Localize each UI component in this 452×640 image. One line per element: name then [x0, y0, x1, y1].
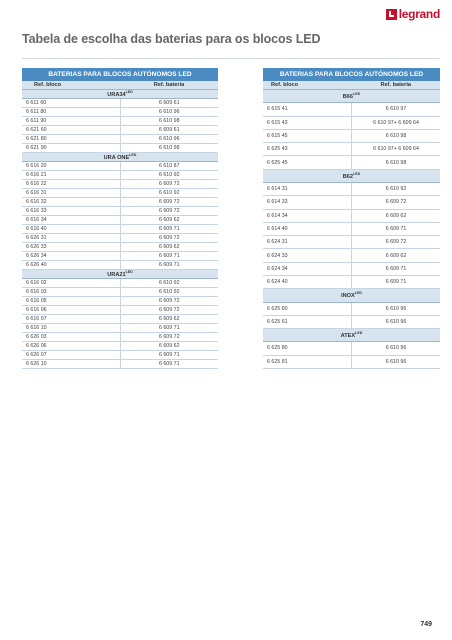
table-row — [22, 135, 218, 144]
group-header — [22, 270, 218, 279]
table-row — [263, 355, 440, 368]
group-note: LED — [125, 90, 133, 95]
block-ref-cell: 6 625 45 — [263, 156, 352, 169]
table-row — [22, 315, 218, 324]
battery-ref-cell: 6 609 71 — [352, 262, 441, 275]
battery-ref-cell: 6 609 72 — [120, 198, 218, 207]
table-row — [263, 129, 440, 142]
table-row — [22, 171, 218, 180]
block-ref-cell: 6 616 02 — [22, 279, 120, 288]
table-row — [263, 315, 440, 328]
table-row — [22, 279, 218, 288]
table-row — [22, 234, 218, 243]
battery-ref-cell: 6 609 62 — [120, 243, 218, 252]
battery-ref-cell: 6 609 71 — [352, 222, 441, 235]
block-ref-cell: 6 625 60 — [263, 302, 352, 315]
page-title: Tabela de escolha das baterias para os blocos LED — [22, 32, 321, 46]
group-name: B66 — [342, 94, 354, 101]
table-row — [263, 342, 440, 355]
block-ref-cell: 6 625 81 — [263, 355, 352, 368]
battery-ref-cell: 6 610 92 — [120, 189, 218, 198]
table-row — [263, 275, 440, 288]
block-ref-cell: 6 616 21 — [22, 171, 120, 180]
group-note: LED — [354, 291, 362, 296]
battery-ref-cell: 6 610 96 — [120, 135, 218, 144]
battery-ref-cell: 6 610 98 — [352, 156, 441, 169]
table-body — [263, 90, 440, 369]
table-row — [22, 324, 218, 333]
table-row — [263, 196, 440, 209]
block-ref-cell: 6 614 31 — [263, 182, 352, 195]
block-ref-cell: 6 626 10 — [22, 360, 120, 369]
block-ref-cell: 6 616 31 — [22, 189, 120, 198]
block-ref-cell: 6 611 60 — [22, 99, 120, 108]
table-row — [22, 225, 218, 234]
battery-ref-cell: 6 609 71 — [120, 324, 218, 333]
block-ref-cell: 6 615 45 — [263, 129, 352, 142]
battery-ref-cell: 6 609 62 — [352, 249, 441, 262]
battery-ref-cell: 6 609 72 — [352, 236, 441, 249]
group-name: URA34 — [107, 91, 126, 98]
battery-ref-cell: 6 609 71 — [120, 351, 218, 360]
battery-ref-cell: 6 610 96 — [352, 355, 441, 368]
table-title: BATERIAS PARA BLOCOS AUTÓNOMOS LED — [22, 68, 218, 81]
battery-ref-cell: 6 609 72 — [120, 180, 218, 189]
legrand-logo — [386, 7, 440, 21]
block-ref-cell: 6 624 33 — [263, 249, 352, 262]
battery-ref-cell: 6 610 96 — [352, 302, 441, 315]
table-body — [22, 90, 218, 369]
column-header-block-ref: Ref. bloco — [22, 81, 120, 90]
table-row — [263, 156, 440, 169]
table-row — [22, 117, 218, 126]
block-ref-cell: 6 625 80 — [263, 342, 352, 355]
page-number: 749 — [420, 621, 432, 628]
tables-container — [22, 68, 440, 369]
group-name: URA21 — [107, 271, 126, 278]
group-note: LED — [355, 331, 363, 336]
battery-ref-cell: 6 609 71 — [120, 225, 218, 234]
battery-ref-cell: 6 609 71 — [120, 261, 218, 270]
battery-ref-cell: 6 610 92 — [120, 288, 218, 297]
battery-ref-cell: 6 609 71 — [120, 252, 218, 261]
group-header — [263, 169, 440, 182]
legrand-mark-icon — [386, 9, 397, 20]
group-name: ATEX — [340, 333, 356, 340]
block-ref-cell: 6 616 40 — [22, 225, 120, 234]
battery-table-right — [263, 68, 440, 369]
block-ref-cell: 6 625 43 — [263, 143, 352, 156]
block-ref-cell: 6 626 06 — [22, 342, 120, 351]
block-ref-cell: 6 621 60 — [22, 126, 120, 135]
block-ref-cell: 6 611 80 — [22, 108, 120, 117]
group-name: B62 — [342, 173, 354, 180]
block-ref-cell: 6 616 32 — [22, 198, 120, 207]
block-ref-cell: 6 624 40 — [263, 275, 352, 288]
table-row — [22, 180, 218, 189]
column-header-battery-ref: Ref. bateria — [352, 81, 441, 90]
battery-ref-cell: 6 610 97+ 6 609 64 — [352, 116, 441, 129]
block-ref-cell: 6 616 20 — [22, 162, 120, 171]
battery-ref-cell: 6 610 97+ 6 609 64 — [352, 143, 441, 156]
block-ref-cell: 6 616 34 — [22, 216, 120, 225]
group-note: LED — [129, 153, 137, 158]
table-row — [22, 144, 218, 153]
block-ref-cell: 6 615 43 — [263, 116, 352, 129]
battery-ref-cell: 6 609 72 — [120, 207, 218, 216]
table-row — [263, 222, 440, 235]
battery-ref-cell: 6 610 92 — [120, 279, 218, 288]
battery-ref-cell: 6 609 72 — [120, 306, 218, 315]
battery-ref-cell: 6 609 72 — [120, 297, 218, 306]
battery-ref-cell: 6 610 98 — [120, 117, 218, 126]
table-row — [22, 252, 218, 261]
table-row — [22, 189, 218, 198]
battery-ref-cell: 6 609 62 — [120, 315, 218, 324]
battery-ref-cell: 6 610 92 — [352, 182, 441, 195]
brand-name: legrand — [398, 7, 440, 21]
group-note: LED — [125, 270, 133, 275]
table-row — [22, 342, 218, 351]
block-ref-cell: 6 626 07 — [22, 351, 120, 360]
table-row — [22, 198, 218, 207]
battery-ref-cell: 6 609 61 — [120, 126, 218, 135]
table-row — [22, 351, 218, 360]
table-row — [22, 333, 218, 342]
table-title: BATERIAS PARA BLOCOS AUTÓNOMOS LED — [263, 68, 440, 81]
battery-ref-cell: 6 609 72 — [120, 333, 218, 342]
table-row — [22, 288, 218, 297]
block-ref-cell: 6 616 07 — [22, 315, 120, 324]
title-divider — [22, 58, 440, 59]
group-header — [22, 153, 218, 162]
block-ref-cell: 6 626 40 — [22, 261, 120, 270]
group-note: LED — [353, 92, 361, 97]
table-row — [22, 99, 218, 108]
group-name: INOX — [341, 293, 355, 300]
block-ref-cell: 6 626 34 — [22, 252, 120, 261]
table-row — [263, 103, 440, 116]
battery-ref-cell: 6 609 71 — [352, 275, 441, 288]
block-ref-cell: 6 626 31 — [22, 234, 120, 243]
battery-ref-cell: 6 610 98 — [120, 144, 218, 153]
table-row — [22, 108, 218, 117]
block-ref-cell: 6 614 34 — [263, 209, 352, 222]
battery-ref-cell: 6 610 96 — [352, 315, 441, 328]
battery-ref-cell: 6 610 96 — [120, 108, 218, 117]
group-header — [263, 90, 440, 103]
table-row — [22, 306, 218, 315]
block-ref-cell: 6 625 61 — [263, 315, 352, 328]
block-ref-cell: 6 624 34 — [263, 262, 352, 275]
block-ref-cell: 6 626 03 — [22, 333, 120, 342]
table-row — [22, 216, 218, 225]
battery-ref-cell: 6 609 61 — [120, 99, 218, 108]
column-header-block-ref: Ref. bloco — [263, 81, 352, 90]
battery-ref-cell: 6 609 62 — [352, 209, 441, 222]
table-row — [22, 207, 218, 216]
table-row — [263, 209, 440, 222]
battery-ref-cell: 6 610 87 — [120, 162, 218, 171]
battery-ref-cell: 6 609 62 — [120, 342, 218, 351]
block-ref-cell: 6 624 31 — [263, 236, 352, 249]
block-ref-cell: 6 616 06 — [22, 306, 120, 315]
battery-ref-cell: 6 609 71 — [120, 360, 218, 369]
battery-ref-cell: 6 610 98 — [352, 129, 441, 142]
block-ref-cell: 6 616 33 — [22, 207, 120, 216]
block-ref-cell: 6 616 10 — [22, 324, 120, 333]
block-ref-cell: 6 621 80 — [22, 135, 120, 144]
table-row — [22, 261, 218, 270]
block-ref-cell: 6 614 40 — [263, 222, 352, 235]
table-row — [263, 143, 440, 156]
group-header — [22, 90, 218, 99]
block-ref-cell: 6 615 41 — [263, 103, 352, 116]
battery-ref-cell: 6 609 72 — [120, 234, 218, 243]
block-ref-cell: 6 626 33 — [22, 243, 120, 252]
table-row — [263, 249, 440, 262]
battery-ref-cell: 6 610 92 — [120, 171, 218, 180]
column-header-battery-ref: Ref. bateria — [120, 81, 218, 90]
table-row — [22, 243, 218, 252]
battery-table-left — [22, 68, 218, 369]
table-row — [263, 302, 440, 315]
table-row — [22, 297, 218, 306]
block-ref-cell: 6 614 33 — [263, 196, 352, 209]
block-ref-cell: 6 616 05 — [22, 297, 120, 306]
table-row — [263, 236, 440, 249]
table-row — [22, 162, 218, 171]
block-ref-cell: 6 621 90 — [22, 144, 120, 153]
battery-ref-cell: 6 610 97 — [352, 103, 441, 116]
battery-ref-cell: 6 610 96 — [352, 342, 441, 355]
battery-ref-cell: 6 609 72 — [352, 196, 441, 209]
group-header — [263, 289, 440, 302]
table-row — [263, 116, 440, 129]
group-note: LED — [353, 171, 361, 176]
table-row — [22, 360, 218, 369]
group-name: URA ONE — [103, 154, 130, 161]
table-row — [22, 126, 218, 135]
table-row — [263, 262, 440, 275]
block-ref-cell: 6 611 90 — [22, 117, 120, 126]
block-ref-cell: 6 616 22 — [22, 180, 120, 189]
group-header — [263, 329, 440, 342]
table-row — [263, 182, 440, 195]
battery-ref-cell: 6 609 62 — [120, 216, 218, 225]
block-ref-cell: 6 616 03 — [22, 288, 120, 297]
